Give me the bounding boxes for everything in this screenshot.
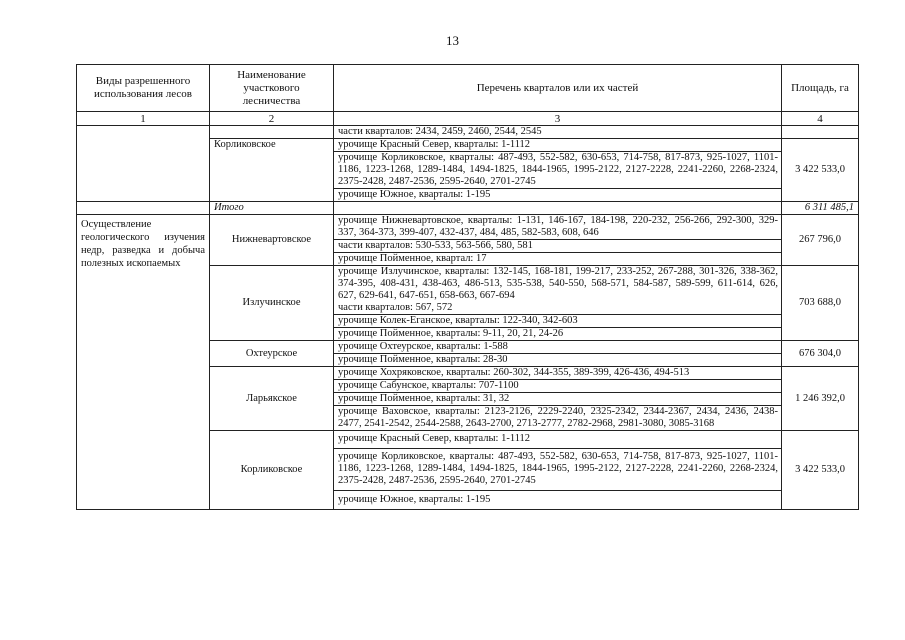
usage-type: Осуществление геологического изучения недр, разведка и добыча полезных ископаемых (77, 215, 210, 510)
column-number: 4 (782, 112, 859, 126)
area-value: 676 304,0 (782, 341, 859, 367)
quarter-entry: части кварталов: 2434, 2459, 2460, 2544, 2545 (334, 126, 782, 139)
forestry-name: Корликовское (210, 431, 334, 510)
quarter-list (334, 367, 782, 431)
quarter-entry: урочище Красный Север, кварталы: 1-1112 (334, 139, 781, 152)
total-row (77, 202, 859, 215)
quarter-list (334, 341, 782, 367)
forestry-cell-empty (210, 126, 334, 139)
quarter-list (334, 139, 782, 202)
area-value: 3 422 533,0 (782, 139, 859, 202)
total-label: Итого (210, 202, 334, 215)
header-area: Площадь, га (782, 65, 859, 112)
quarter-entry: урочище Хохряковское, кварталы: 260-302, 344-355, 389-399, 426-436, 494-513 (334, 367, 781, 380)
header-quarters-list: Перечень кварталов или их частей (334, 65, 782, 112)
column-number: 2 (210, 112, 334, 126)
table-row (77, 215, 859, 266)
header-usage-types: Виды разрешенного использования лесов (77, 65, 210, 112)
area-value: 267 796,0 (782, 215, 859, 266)
quarter-entry: урочище Излучинское, кварталы: 132-145, 168-181, 199-217, 233-252, 267-288, 301-326, 338-362, 374-395, 408-431, 438-463, 486-513, 535-538, 540-550, 568-571, 584-587, 589-599, 611-614, 626, 627, 629-641, 647-651, 658-663, 667-694 (338, 266, 778, 301)
table-row (77, 126, 859, 139)
quarter-entry: урочище Пойменное, кварталы: 31, 32 (334, 393, 781, 406)
usage-cell-continued (77, 126, 210, 202)
column-number: 1 (77, 112, 210, 126)
area-value: 3 422 533,0 (782, 431, 859, 510)
total-value: 6 311 485,1 (782, 202, 859, 215)
total-empty (334, 202, 782, 215)
quarter-list (334, 266, 782, 341)
area-cell-empty (782, 126, 859, 139)
quarter-entry: урочище Корликовское, кварталы: 487-493, 552-582, 630-653, 714-758, 817-873, 925-1027, 1101-1186, 1223-1268, 1289-1484, 1494-1825, 1844-1965, 1995-2122, 2127-2228, 2241-2260, 2268-2324, 2375-2428, 2487-2536, 2595-2640, 2701-2745 (334, 449, 781, 491)
page-number: 13 (446, 33, 459, 48)
forestry-name: Охтеурское (210, 341, 334, 367)
quarter-entry: части кварталов: 567, 572 (334, 302, 781, 315)
quarter-entry: части кварталов: 530-533, 563-566, 580, 581 (334, 240, 781, 253)
quarter-entry: урочище Охтеурское, кварталы: 1-588 (334, 341, 781, 354)
quarter-entry: урочище Колек-Еганское, кварталы: 122-340, 342-603 (334, 315, 781, 328)
forest-use-table (76, 64, 859, 510)
total-empty (77, 202, 210, 215)
quarter-entry: урочище Красный Север, кварталы: 1-1112 (334, 431, 781, 449)
forestry-name: Ларьякское (210, 367, 334, 431)
quarter-list (334, 215, 782, 266)
quarter-entry: урочище Пойменное, кварталы: 28-30 (338, 354, 508, 365)
forestry-name: Нижневартовское (210, 215, 334, 266)
quarter-entry: урочище Корликовское, кварталы: 487-493, 552-582, 630-653, 714-758, 817-873, 925-1027, 1101-1186, 1223-1268, 1289-1484, 1494-1825, 1844-1965, 1995-2122, 2127-2228, 2241-2260, 2268-2324, 2375-2428, 2487-2536, 2595-2640, 2701-2745 (334, 152, 781, 189)
column-number-row (77, 112, 859, 126)
quarter-entry: урочище Пойменное, кварталы: 9-11, 20, 21, 24-26 (338, 328, 564, 339)
quarter-entry: урочище Южное, кварталы: 1-195 (338, 189, 491, 200)
quarter-entry: урочище Ваховское, кварталы: 2123-2126, 2229-2240, 2325-2342, 2344-2367, 2434, 2436, 2438-2477, 2541-2542, 2544-2588, 2643-2700, 2713-2777, 2782-2968, 2981-3080, 3085-3168 (338, 406, 778, 429)
area-value: 703 688,0 (782, 266, 859, 341)
quarter-entry: урочище Южное, кварталы: 1-195 (338, 494, 491, 505)
header-row (77, 65, 859, 112)
quarter-entry: урочище Нижневартовское, кварталы: 1-131, 146-167, 184-198, 220-232, 256-266, 292-300, 329-337, 364-373, 399-407, 432-437, 484, 485, 582-583, 608, 646 (334, 215, 781, 240)
quarter-entry: урочище Пойменное, квартал: 17 (338, 253, 487, 264)
area-value: 1 246 392,0 (782, 367, 859, 431)
forestry-name: Корликовское (210, 139, 334, 202)
column-number: 3 (334, 112, 782, 126)
quarter-entry: урочище Сабунское, кварталы: 707-1100 (334, 380, 781, 393)
quarter-list (334, 431, 782, 510)
header-forestry-name: Наименование участкового лесничества (210, 65, 334, 112)
forestry-name: Излучинское (210, 266, 334, 341)
